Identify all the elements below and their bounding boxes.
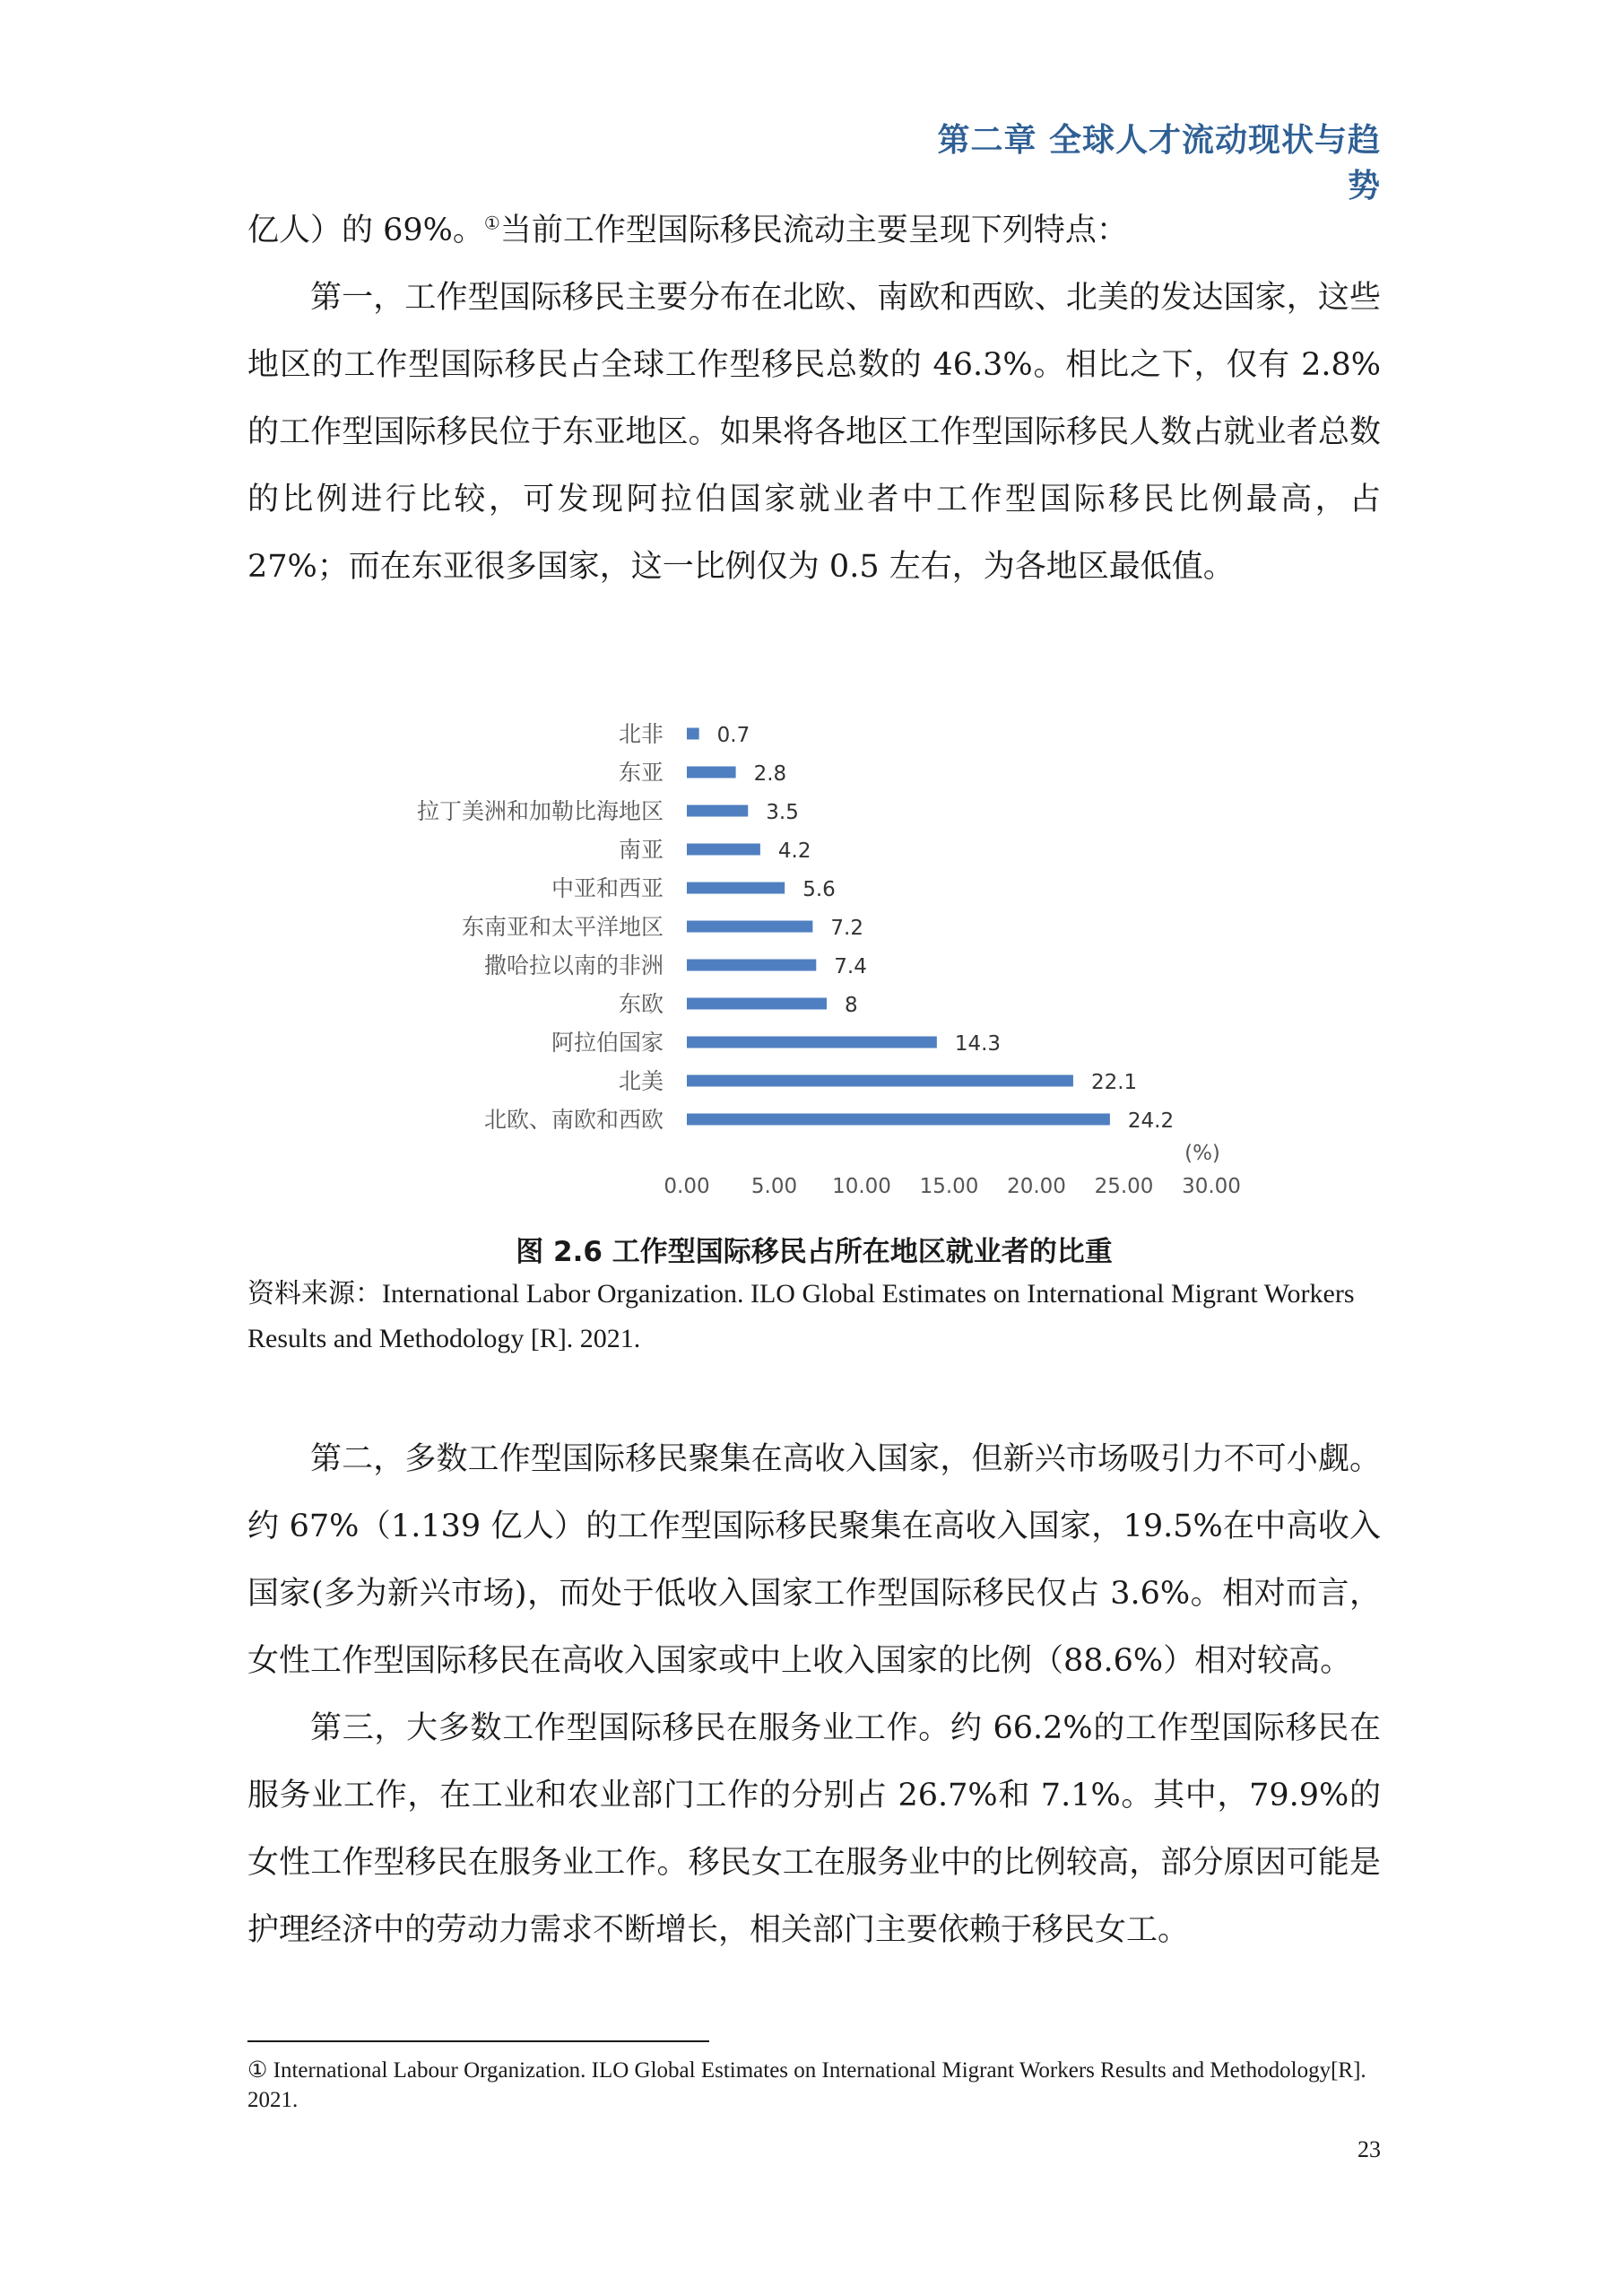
paragraph-second: 第二，多数工作型国际移民聚集在高收入国家，但新兴市场吸引力不可小觑。约 67%（1.139 亿人）的工作型国际移民聚集在高收入国家，19.5%在中高收入国家(多为新兴市场)，而处于低收入国家工作型国际移民仅占 3.6%。相对而言，女性工作型国际移民在高收入国家或中上收入国家的比例（88.6%）相对较高。 bbox=[247, 1441, 1381, 1679]
paragraph-first: 第一，工作型国际移民主要分布在北欧、南欧和西欧、北美的发达国家，这些地区的工作型国际移民占全球工作型移民总数的 46.3%。相比之下，仅有 2.8% 的工作型国际移民位于东亚地区。如果将各地区工作型国际移民人数占就业者总数的比例进行比较，可发现阿拉伯国家就业者中工作型国际移民比例最高，占 27%；而在东亚很多国家，这一比例仅为 0.5 左右，为各地区最低值。 bbox=[247, 280, 1381, 585]
data-label: 14.3 bbox=[954, 1032, 1002, 1056]
data-label: 22.1 bbox=[1090, 1071, 1138, 1094]
x-tick-label: 25.00 bbox=[1094, 1175, 1154, 1198]
paragraph-continuation: 亿人）的 69%。①当前工作型国际移民流动主要呈现下列特点： bbox=[247, 212, 1128, 248]
data-label: 4.2 bbox=[777, 839, 811, 863]
bar bbox=[687, 1075, 1073, 1087]
category-label: 北欧、南欧和西欧 bbox=[483, 1107, 664, 1133]
bar bbox=[687, 921, 812, 933]
bar bbox=[687, 883, 785, 894]
category-label: 东亚 bbox=[618, 760, 664, 786]
data-label: 7.2 bbox=[830, 917, 863, 940]
category-label: 南亚 bbox=[618, 837, 664, 863]
page-number: 23 bbox=[1357, 2136, 1381, 2162]
data-label: 0.7 bbox=[716, 724, 750, 747]
category-label: 东南亚和太平洋地区 bbox=[461, 914, 664, 940]
data-label: 7.4 bbox=[834, 955, 867, 978]
data-label: 5.6 bbox=[802, 878, 836, 901]
category-label: 撒哈拉以南的非洲 bbox=[483, 952, 664, 978]
bar bbox=[687, 844, 760, 856]
bar bbox=[687, 1037, 937, 1048]
category-label: 中亚和西亚 bbox=[551, 875, 664, 901]
figure-caption: 图 2.6 工作型国际移民占所在地区就业者的比重 bbox=[516, 1236, 1113, 1268]
x-tick-label: 15.00 bbox=[919, 1175, 979, 1198]
bar-chart-svg bbox=[247, 700, 1381, 1202]
x-tick-label: 5.00 bbox=[750, 1175, 798, 1198]
bar bbox=[687, 728, 699, 740]
chapter-header: 第二章 全球人才流动现状与趋势 bbox=[937, 122, 1381, 204]
category-label: 北非 bbox=[618, 721, 664, 747]
body-top bbox=[247, 197, 1381, 601]
category-label: 东欧 bbox=[618, 991, 664, 1017]
footnote-divider bbox=[247, 2040, 709, 2042]
bar-chart bbox=[247, 700, 1381, 1202]
x-tick-label: 20.00 bbox=[1007, 1175, 1066, 1198]
paragraph-third: 第三，大多数工作型国际移民在服务业工作。约 66.2%的工作型国际移民在服务业工作，在工业和农业部门工作的分别占 26.7%和 7.1%。其中，79.9%的女性工作型移民在服务业工作。移民女工在服务业中的比例较高，部分原因可能是护理经济中的劳动力需求不断增长，相关部门主要依赖于移民女工。 bbox=[247, 1710, 1381, 1948]
figure-source: 资料来源：International Labor Organization. ILO Global Estimates on International Migrant Workers Results and Methodology [R]. 2021. bbox=[247, 1279, 1355, 1353]
bar bbox=[687, 1114, 1110, 1126]
bar bbox=[687, 960, 816, 971]
data-label: 8 bbox=[845, 994, 858, 1017]
data-label: 24.2 bbox=[1127, 1109, 1175, 1133]
x-tick-label: 10.00 bbox=[832, 1175, 891, 1198]
category-label: 拉丁美洲和加勒比海地区 bbox=[416, 798, 664, 824]
body-bottom bbox=[247, 1426, 1381, 1964]
footnote-mark[interactable]: ① bbox=[483, 212, 500, 234]
unit-label: (%) bbox=[1184, 1142, 1220, 1165]
bar bbox=[687, 998, 827, 1010]
bar bbox=[687, 767, 736, 778]
x-tick-label: 30.00 bbox=[1182, 1175, 1241, 1198]
category-label: 北美 bbox=[618, 1068, 664, 1094]
x-tick-label: 0.00 bbox=[664, 1175, 710, 1198]
footnote: ① International Labour Organization. ILO Global Estimates on International Migrant Workers Results and Methodology[R]. 2021. bbox=[247, 2058, 1366, 2112]
bar bbox=[687, 805, 748, 817]
data-label: 2.8 bbox=[753, 762, 787, 786]
category-label: 阿拉伯国家 bbox=[551, 1030, 664, 1056]
data-label: 3.5 bbox=[766, 801, 799, 824]
